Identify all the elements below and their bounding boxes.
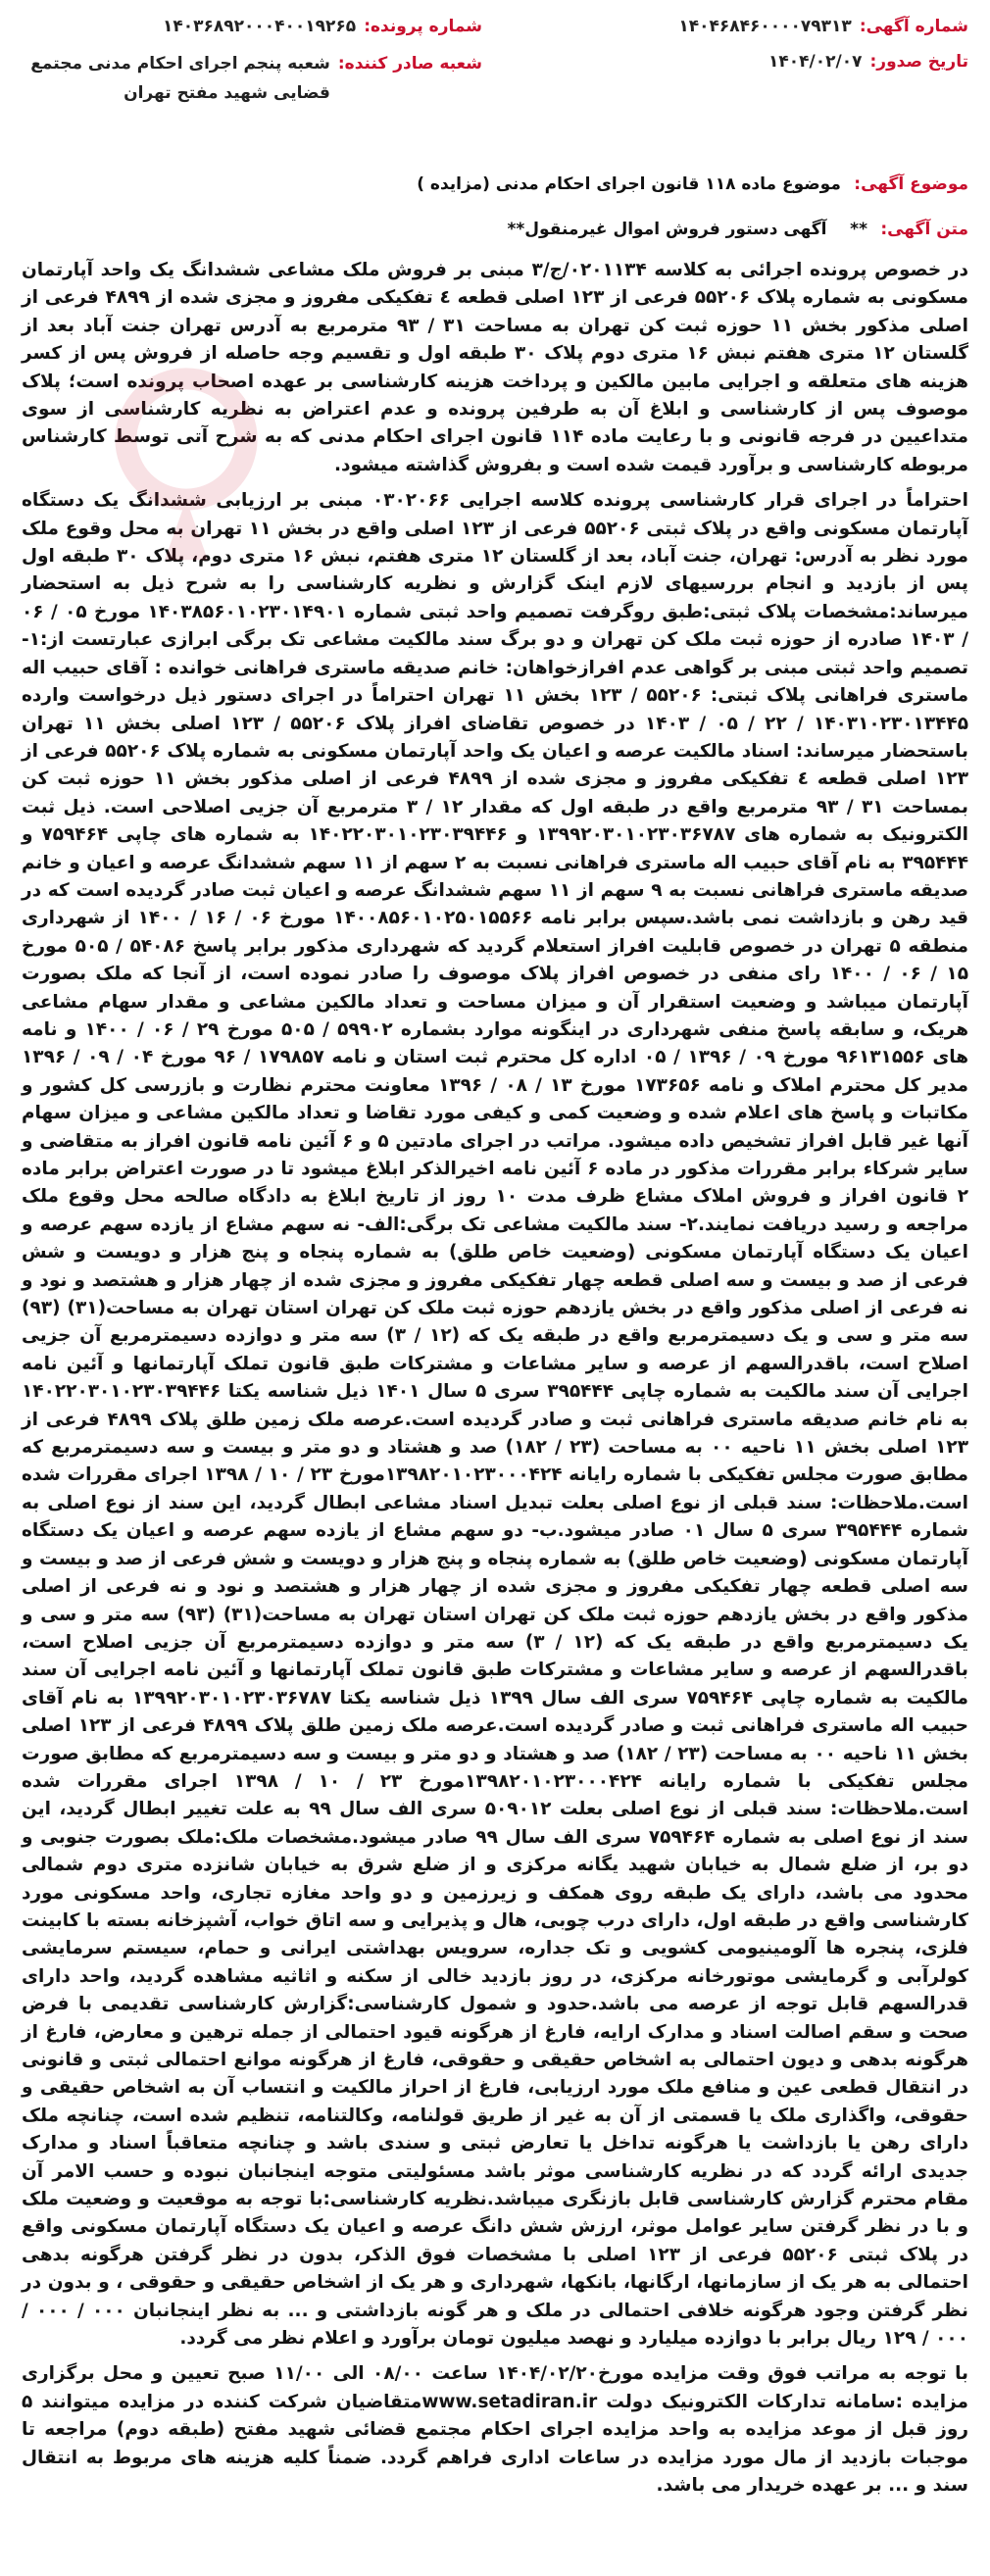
issue-date: ۱۴۰۴/۰۲/۰۷ xyxy=(768,52,863,72)
notice-number-row xyxy=(508,14,968,39)
body-paragraph-2: احتراماً در اجرای قرار کارشناسی پرونده کلاسه اجرایی ۰۳۰۲۰۶۶ مبنی بر ارزیابی ششدانگ یک دستگاه آپارتمان مسکونی واقع در پلاک ثبتی ۵۵۲۰۶ فرعی از ۱۲۳ اصلی واقع در بخش ۱۱ تهران به محل وقوع ملک مورد نظر به آدرس: تهران، جنت آباد، بعد از گلستان ۱۲ متری هفتم، نبش ۱۶ متری دوم، پلاک ۳۰ طبقه اول پس از بازدید و انجام بررسیهای لازم اینک گزارش و نظریه کارشناسی را به شرح ذیل به استحضار میرساند:مشخصات پلاک ثبتی:طبق روگرفت تصمیم واحد ثبتی شماره ۱۴۰۳۸۵۶۰۱۰۲۳۰۱۴۹۰۱ مورخ ۰۵ / ۰۶ / ۱۴۰۳ صادره از حوزه ثبت ملک کن تهران و دو برگ سند مالکیت مشاعی تک برگی ابرازی عبارتست از:۱- تصمیم واحد ثبتی مبنی بر گواهی عدم افرازخواهان: خانم صدیقه ماستری فراهانی خوانده : آقای حبیب اله ماستری فراهانی پلاک ثبتی: ۵۵۲۰۶ / ۱۲۳ بخش ۱۱ تهران احتراماً در اجرای دستور ذیل درخواست وارده ۱۴۰۳۱۰۲۳۰۱۳۴۴۵ / ۲۲ / ۰۵ / ۱۴۰۳ در خصوص تقاضای افراز پلاک ۵۵۲۰۶ / ۱۲۳ اصلی بخش ۱۱ تهران باستحضار میرساند: اسناد مالکیت عرصه و اعیان یک واحد آپارتمان مسکونی به شماره پلاک ۵۵۲۰۶ فرعی از ۱۲۳ اصلی قطعه ٤ تفکیکی مفروز و مجزی شده از ۴۸۹۹ فرعی از اصلی مذکور بخش ۱۱ حوزه ثبت کن بمساحت ۳۱ / ۹۳ مترمربع واقع در طبقه اول که مقدار ۱۲ / ۳ مترمربع آن جزیی اصلاحی است. ذیل ثبت الکترونیک به شماره های ۱۳۹۹۲۰۳۰۱۰۲۳۰۳۶۷۸۷ و ۱۴۰۲۲۰۳۰۱۰۲۳۰۳۹۴۴۶ به شماره های چاپی ۷۵۹۴۶۴ و ۳۹۵۴۴۴ به نام آقای حبیب اله ماستری فراهانی نسبت به ۲ سهم از ۱۱ سهم ششدانگ عرصه و اعیان و خانم صدیقه ماستری فراهانی نسبت به ۹ سهم از ۱۱ سهم ششدانگ عرصه و اعیان ثبت صادر گردیده است که در قید رهن و بازداشت نمی باشد.سپس برابر نامه ۱۴۰۰۸۵۶۰۱۰۲۵۰۱۵۵۶۶ مورخ ۰۶ / ۱۶ / ۱۴۰۰ از شهرداری منطقه ۵ تهران در خصوص قابلیت افراز استعلام گردید که شهرداری مذکور برابر پاسخ ۵۴۰۸۶ / ۵۰۵ مورخ ۱۵ / ۰۶ / ۱۴۰۰ رای منفی در خصوص افراز پلاک موصوف را صادر نموده است، از آنجا که ملک بصورت آپارتمان میباشد و وضعیت استقرار آن و میزان مساحت و تعداد مالکین مشاعی و مقدار سهام مشاعی هریک، و سابقه پاسخ منفی شهرداری در اینگونه موارد بشماره ۵۹۹۰۲ / ۵۰۵ مورخ ۲۹ / ۰۶ / ۱۴۰۰ و نامه های ۹۶۱۳۱۵۵۶ مورخ ۰۹ / ۱۳۹۶ / ۰۵ اداره کل محترم ثبت استان و نامه ۱۷۹۸۵۷ / ۹۶ مورخ ۰۴ / ۰۹ / ۱۳۹۶ مدیر کل محترم املاک و نامه ۱۷۳۶۵۶ مورخ ۱۳ / ۰۸ / ۱۳۹۶ معاونت محترم نظارت و بازرسی کل کشور و مکاتبات و پاسخ های اعلام شده و وضعیت کمی و کیفی مورد تقاضا و تعداد مالکین مشاعی و میزان سهام آنها غیر قابل افراز تشخیص داده میشود. مراتب در اجرای مادتین ۵ و ۶ آئین نامه قانون افراز به متقاضی و سایر شرکاء برابر مقررات مذکور در ماده ۶ آئین نامه اخیرالذکر ابلاغ میشود تا در صورت اعتراض برابر ماده ۲ قانون افراز و فروش املاک مشاع ظرف مدت ۱۰ روز از تاریخ ابلاغ به دادگاه صالحه محل وقوع ملک مراجعه و رسید دریافت نمایند.۲- سند مالکیت مشاعی تک برگی:الف- نه سهم مشاع از یازده سهم عرصه و اعیان یک دستگاه آپارتمان مسکونی (وضعیت خاص طلق) به شماره پنجاه و پنج هزار و دویست و شش فرعی از صد و بیست و سه اصلی قطعه چهار تفکیکی مفروز و مجزی شده از چهار هزار و هشتصد و نود و نه فرعی از اصلی مذکور واقع در بخش یازدهم حوزه ثبت ملک کن تهران استان تهران به مساحت(۳۱) (۹۳) سه متر و سی و یک دسیمترمربع واقع در طبقه یک که (۱۲ / ۳) سه متر و دوازده دسیمترمربع آن جزیی اصلاح است، باقدرالسهم از عرصه و سایر مشاعات و مشترکات طبق قانون تملک آپارتمانها و آئین نامه اجرایی آن سند مالکیت به شماره چاپی ۳۹۵۴۴۴ سری ۵ سال ۱۴۰۱ ذیل شناسه یکتا ۱۴۰۲۲۰۳۰۱۰۲۳۰۳۹۴۴۶ به نام خانم صدیقه ماستری فراهانی ثبت و صادر گردیده است.عرصه ملک زمین طلق پلاک ۴۸۹۹ فرعی از ۱۲۳ اصلی بخش ۱۱ ناحیه ۰۰ به مساحت (۲۳ / ۱۸۲) صد و هشتاد و دو متر و بیست و سه دسیمترمربع که مطابق صورت مجلس تفکیکی با شماره رایانه ۱۳۹۸۲۰۱۰۲۳۰۰۰۴۲۴مورخ ۲۳ / ۱۰ / ۱۳۹۸ اجرای مقررات شده است.ملاحظات: سند قبلی از نوع اصلی بعلت تبدیل اسناد مشاعی ابطال گردید، این سند از نوع اصلی به شماره ۳۹۵۴۴۴ سری ۵ سال ۰۱ صادر میشود.ب- دو سهم مشاع از یازده سهم عرصه و اعیان یک دستگاه آپارتمان مسکونی (وضعیت خاص طلق) به شماره پنجاه و پنج هزار و دویست و شش فرعی از صد و بیست و سه اصلی قطعه چهار تفکیکی مفروز و مجزی شده از چهار هزار و هشتصد و نود و نه فرعی از اصلی مذکور واقع در بخش یازدهم حوزه ثبت ملک کن تهران استان تهران به مساحت(۳۱) (۹۳) سه متر و سی و یک دسیمترمربع واقع در طبقه یک که (۱۲ / ۳) سه متر و دوازده دسیمترمربع آن جزیی اصلاح است، باقدرالسهم از عرصه و سایر مشاعات و مشترکات طبق قانون تملک آپارتمانها و آئین نامه اجرایی آن سند مالکیت به شماره چاپی ۷۵۹۴۶۴ سری الف سال ۱۳۹۹ ذیل شناسه یکتا ۱۳۹۹۲۰۳۰۱۰۲۳۰۳۶۷۸۷ به نام آقای حبیب اله ماستری فراهانی ثبت و صادر گردیده است.عرصه ملک زمین طلق پلاک ۴۸۹۹ فرعی از ۱۲۳ اصلی بخش ۱۱ ناحیه ۰۰ به مساحت (۲۳ / ۱۸۲) صد و هشتاد و دو متر و بیست و سه دسیمترمربع که مطابق صورت مجلس تفکیکی با شماره رایانه ۱۳۹۸۲۰۱۰۲۳۰۰۰۴۲۴مورخ ۲۳ / ۱۰ / ۱۳۹۸ اجرای مقررات شده است.ملاحظات: سند قبلی از نوع اصلی بعلت ۵۰۹۰۱۲ سری الف سال ۹۹ به علت تغییر ابطال گردید، این سند از نوع اصلی به شماره ۷۵۹۴۶۴ سری الف سال ۹۹ صادر میشود.مشخصات ملک:ملک بصورت جنوبی و دو بر، از ضلع شمال به خیابان شهید یگانه مرکزی و از ضلع شرق به خیابان شانزده متری دوم شمالی محدود می باشد، دارای یک طبقه روی همکف و زیرزمین و دو واحد مغازه تجاری، واحد مسکونی مورد کارشناسی واقع در طبقه اول، دارای درب چوبی، هال و پذیرایی و سه اتاق خواب، آشپزخانه بسته با کابینت فلزی، پنجره ها آلومینیومی کشویی و تک جداره، سرویس بهداشتی ایرانی و حمام، سیستم سرمایشی کولرآبی و گرمایشی موتورخانه مرکزی، در روز بازدید خالی از سکنه و اثاثیه مشاهده گردید، واحد دارای قدرالسهم قابل توجه از عرصه می باشد.حدود و شمول کارشناسی:گزارش کارشناسی تقدیمی با فرض صحت و سقم اصالت اسناد و مدارک ارایه، فارغ از هرگونه قیود احتمالی از جمله ترهین و معارض، فارغ از هرگونه بدهی و دیون احتمالی به اشخاص حقیقی و حقوقی، فارغ از هرگونه موانع احتمالی ثبتی و قانونی در انتقال قطعی عین و منافع ملک مورد ارزیابی، فارغ از احراز مالکیت و انتساب آن به اشخاص حقیقی و حقوقی، واگذاری ملک یا قسمتی از آن به غیر از طریق قولنامه، وکالتنامه، تنظیم شده است، چنانچه ملک دارای رهن یا بازداشت یا هرگونه تداخل یا تعارض ثبتی و سندی باشد و چنانچه متعاقباً اسناد و مدارک جدیدی ارائه گردد که در نظریه کارشناسی موثر باشد مسئولیتی متوجه اینجانبان نبوده و حسب الامر آن مقام محترم گزارش کارشناسی قابل بازنگری میباشد.نظریه کارشناسی:با توجه به موقعیت و وضعیت ملک و با در نظر گرفتن سایر عوامل موثر، ارزش شش دانگ عرصه و اعیان یک دستگاه آپارتمان مسکونی واقع در پلاک ثبتی ۵۵۲۰۶ فرعی از ۱۲۳ اصلی با مشخصات فوق الذکر، بدون در نظر گرفتن هرگونه بدهی احتمالی به هر یک از سازمانها، ارگانها، بانکها، شهرداری و هر یک از اشخاص حقیقی و حقوقی ، و بدون در نظر گرفتن وجود هرگونه خلافی احتمالی در ملک و هر گونه بازداشتی و ... به نظر اینجانبان ۰۰۰ / ۰۰۰ / ۰۰۰ / ۱۲۹ ریال برابر با دوازده میلیارد و نهصد میلیون تومان برآورد و اعلام نظر می گردد. xyxy=(22,490,969,2350)
case-number: ۱۴۰۳۶۸۹۲۰۰۰۴۰۰۱۹۲۶۵ xyxy=(163,17,357,36)
issuing-branch: شعبه پنجم اجرای احکام مدنی مجتمع قضایی شهید مفتح تهران xyxy=(30,54,330,103)
header-right-column xyxy=(508,14,968,84)
subject-row xyxy=(22,171,968,198)
case-number-row xyxy=(22,14,482,39)
body-paragraph-1: در خصوص پرونده اجرائی به کلاسه ۰۲۰۱۱۳۴/ج/۳ مبنی بر فروش ملک مشاعی ششدانگ یک واحد آپارتمان مسکونی به شماره پلاک ۵۵۲۰۶ فرعی از ۱۲۳ اصلی قطعه ٤ تفکیکی مفروز و مجزی شده از ۴۸۹۹ فرعی از اصلی مذکور بخش ۱۱ حوزه ثبت کن تهران به مساحت ۳۱ / ۹۳ مترمربع به آدرس تهران جنت آباد بعد از گلستان ۱۲ متری هفتم نبش ۱۶ متری دوم پلاک ۳۰ طبقه اول و تقسیم وجه حاصله از فروش پس از کسر هزینه های متعلقه و اجرایی مابین مالکین و پرداخت هزینه کارشناسی بر عهده اصحاب پرونده است؛ پلاک موصوف پس از کارشناسی و ابلاغ آن به طرفین پرونده و عدم اعتراض به نظریه کارشناسی از سوی متداعیین در فرجه قانونی و با رعایت ماده ۱۱۴ قانون اجرای احکام مدنی که به شرح آتی توسط کارشناس مربوطه کارشناسی و برآورد قیمت شده است و بفروش گذاشته میشود. xyxy=(22,260,969,475)
header-left-column xyxy=(22,14,482,118)
issuing-branch-label: شعبه صادر کننده: xyxy=(337,54,482,74)
case-number-label: شماره پرونده: xyxy=(364,17,482,36)
issuing-branch-row xyxy=(22,49,482,108)
notice-number: ۱۴۰۴۶۸۴۶۰۰۰۰۷۹۳۱۳ xyxy=(678,17,852,36)
subject-value: موضوع ماده ۱۱۸ قانون اجرای احکام مدنی (مزایده ) xyxy=(417,174,841,194)
notice-text-label: متن آگهی: xyxy=(880,220,968,239)
notice-text-heading xyxy=(22,216,968,243)
auction-visit-text: متقاضیان شرکت کننده در مزایده میتوانند ۵ روز قبل از موعد مزایده به واحد مزایده اجرای احکام مجتمع قضائی شهید مفتح (طبقه دوم) مراجعه تا موجبات بازدید از مال مورد مزایده در ساعات اداری فراهم گردد. ضمناً کلیه هزینه های مربوط به انتقال سند و ... بر عهده خریدار می باشد. xyxy=(22,2391,968,2497)
auction-details-text: با توجه به مراتب فوق وقت مزایده مورخ۱۴۰۴/۰۲/۲۰ ساعت ۰۸/۰۰ الی ۱۱/۰۰ صبح تعیین و محل برگزاری مزایده :سامانه تدارکات الکترونیک دولت xyxy=(22,2363,969,2412)
notice-number-label: شماره آگهی: xyxy=(859,17,968,36)
notice-text-title: ** آگهی دستور فروش اموال غیرمنقول** xyxy=(507,220,867,239)
body-paragraph-3 xyxy=(22,2360,968,2500)
subject-label: موضوع آگهی: xyxy=(854,174,968,194)
notice-header xyxy=(22,14,968,161)
notice-body xyxy=(22,257,968,2501)
issue-date-row xyxy=(508,49,968,74)
setadiran-link[interactable]: www.setadiran.ir xyxy=(421,2391,598,2412)
issue-date-label: تاریخ صدور: xyxy=(869,52,968,72)
